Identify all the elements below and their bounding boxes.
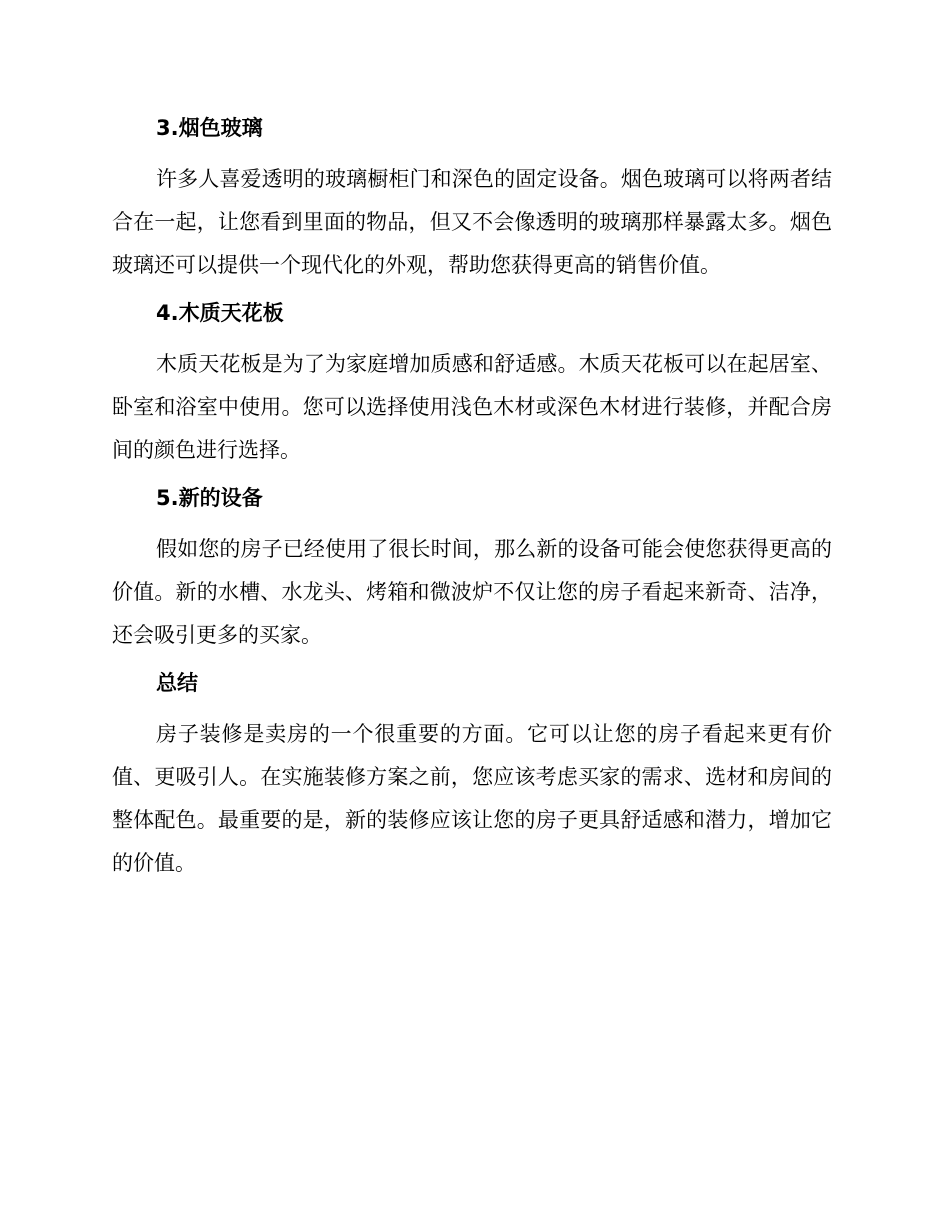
section-paragraph: 许多人喜爱透明的玻璃橱柜门和深色的固定设备。烟色玻璃可以将两者结合在一起，让您看到里面的物品，但又不会像透明的玻璃那样暴露太多。烟色玻璃还可以提供一个现代化的外观，帮助您获得更高的销售价值。 (112, 167, 832, 277)
document-body (112, 112, 832, 895)
section-heading: 3.烟色玻璃 (156, 116, 263, 140)
section-heading: 5.新的设备 (156, 486, 263, 510)
section-smoked-glass (112, 112, 832, 287)
section-paragraph: 木质天花板是为了为家庭增加质感和舒适感。木质天花板可以在起居室、卧室和浴室中使用。您可以选择使用浅色木材或深色木材进行装修，并配合房间的颜色进行选择。 (112, 352, 832, 462)
section-paragraph: 假如您的房子已经使用了很长时间，那么新的设备可能会使您获得更高的价值。新的水槽、水龙头、烤箱和微波炉不仅让您的房子看起来新奇、洁净，还会吸引更多的买家。 (112, 537, 832, 647)
section-heading: 4.木质天花板 (156, 301, 284, 325)
section-paragraph: 房子装修是卖房的一个很重要的方面。它可以让您的房子看起来更有价值、更吸引人。在实施装修方案之前，您应该考虑买家的需求、选材和房间的整体配色。最重要的是，新的装修应该让您的房子更具舒适感和潜力，增加它的价值。 (112, 722, 832, 875)
section-heading: 总结 (156, 671, 198, 695)
section-wood-ceiling (112, 297, 832, 472)
section-summary (112, 667, 832, 885)
section-new-appliances (112, 482, 832, 657)
